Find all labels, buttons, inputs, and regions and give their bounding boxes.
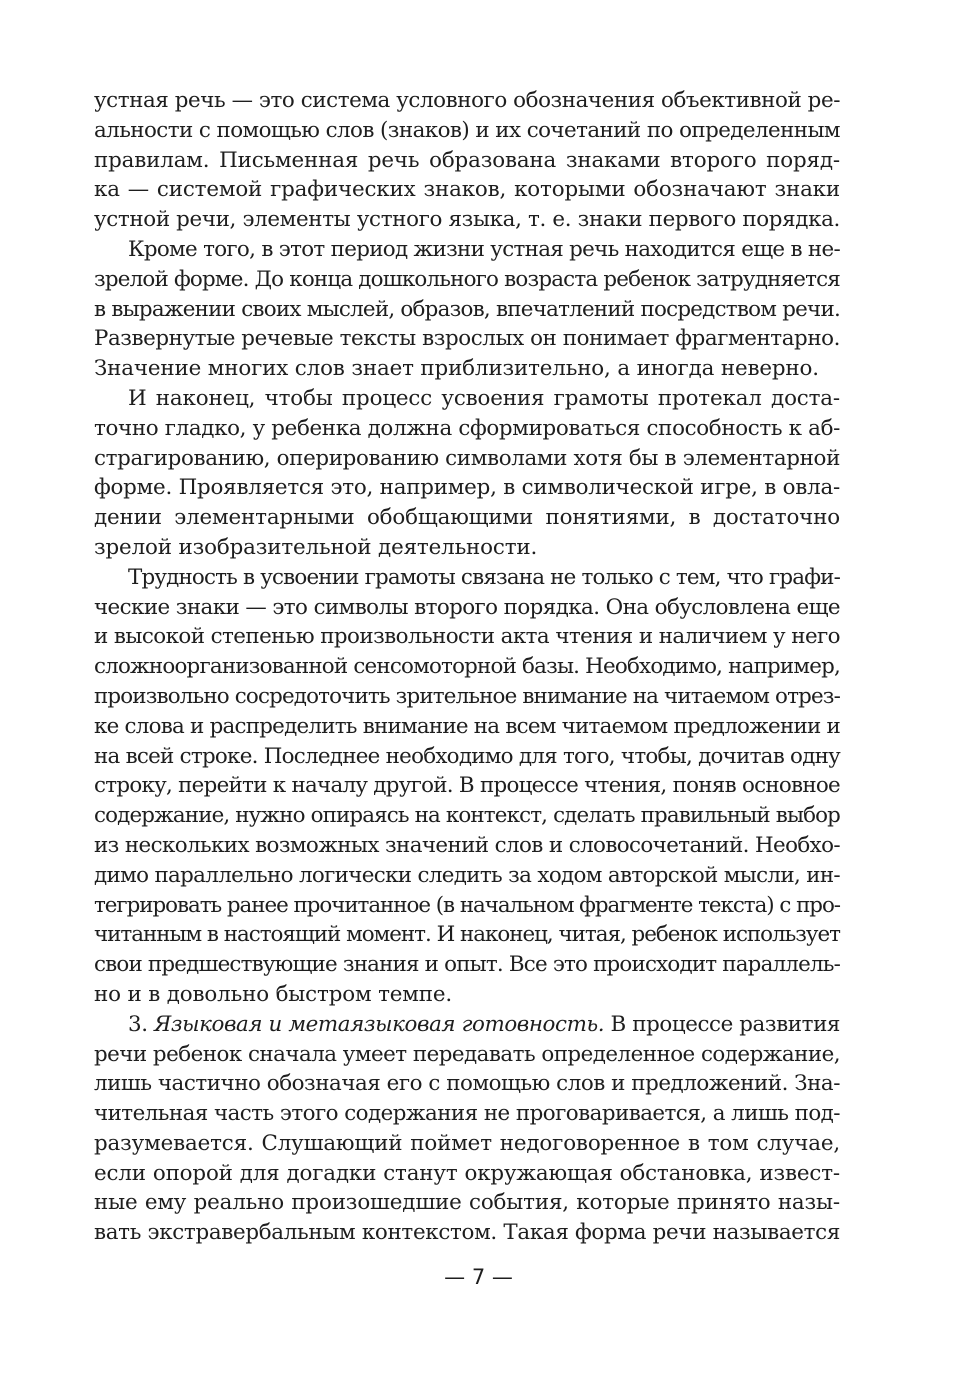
section-heading-italic: Языковая и метаязыковая готовность.: [154, 1011, 605, 1037]
paragraph-1: [94, 86, 840, 235]
text-line: произвольно сосредоточить зрительное внимание на читаемом отрез-: [94, 683, 840, 709]
section-number: 3.: [128, 1011, 148, 1037]
text-line: разумевается. Слушающий поймет недоговоренное в том случае,: [94, 1130, 840, 1156]
text-line: форме. Проявляется это, например, в символической игре, в овла-: [94, 475, 840, 501]
text-line: ческие знаки — это символы второго порядка. Она обусловлена еще: [94, 594, 840, 620]
text-line: в выражении своих мыслей, образов, впечатлений посредством речи.: [94, 296, 840, 322]
text-line: содержание, нужно опираясь на контекст, сделать правильный выбор: [94, 803, 840, 829]
paragraph-2: [94, 235, 840, 384]
text-line: ке слова и распределить внимание на всем читаемом предложении и: [94, 713, 840, 739]
text-line: речи ребенок сначала умеет передавать определенное содержание,: [94, 1041, 840, 1067]
text-line: Развернутые речевые тексты взрослых он понимает фрагментарно.: [94, 326, 840, 352]
page-number: — 7 —: [444, 1265, 513, 1289]
text-line: тегрировать ранее прочитанное (в начальном фрагменте текста) с про-: [94, 892, 840, 918]
text-line: на всей строке. Последнее необходимо для того, чтобы, дочитав одну: [94, 743, 840, 769]
text-line: правилам. Письменная речь образована знаками второго поряд-: [94, 147, 840, 173]
paragraph-5: [94, 1010, 840, 1248]
text-line: устная речь — это система условного обозначения объективной ре-: [94, 88, 840, 113]
text-line: И наконец, чтобы процесс усвоения грамоты протекал доста-: [128, 385, 840, 411]
body-text: [94, 86, 840, 1248]
text-line: устной речи, элементы устного языка, т. е. знаки первого порядка.: [94, 207, 840, 233]
paragraph-4: [94, 563, 840, 1010]
text-line: зрелой форме. До конца дошкольного возраста ребенок затрудняется: [94, 266, 840, 292]
text-line: дении элементарными обобщающими понятиями, в достаточно: [94, 505, 840, 531]
text-line: и высокой степенью произвольности акта чтения и наличием у него: [94, 624, 840, 650]
text-line: димо параллельно логически следить за ходом авторской мысли, ин-: [94, 862, 840, 888]
text-line: вать экстравербальным контекстом. Такая форма речи называется: [94, 1220, 840, 1246]
text-line: Трудность в усвоении грамоты связана не только с тем, что графи-: [128, 564, 840, 590]
text-line: зрелой изобразительной деятельности.: [94, 534, 538, 560]
text-line: читанным в настоящий момент. И наконец, читая, ребенок использует: [94, 922, 840, 948]
paragraph-3: [94, 384, 840, 563]
text-line: Значение многих слов знает приблизительно, а иногда неверно.: [94, 356, 819, 382]
text-line: чительная часть этого содержания не проговаривается, а лишь под-: [94, 1101, 840, 1127]
text-line: строку, перейти к началу другой. В процессе чтения, поняв основное: [94, 773, 840, 799]
text-line: если опорой для догадки станут окружающая обстановка, извест-: [94, 1160, 840, 1186]
section-heading-line: [94, 1010, 840, 1040]
text-line: страгированию, оперированию символами хотя бы в элементарной: [94, 445, 840, 471]
text-line: ка — системой графических знаков, которыми обозначают знаки: [94, 177, 840, 203]
heading-line-rest: В процессе развития: [610, 1011, 841, 1037]
text-line: но и в довольно быстром темпе.: [94, 981, 453, 1007]
text-line: из нескольких возможных значений слов и словосочетаний. Необхо-: [94, 832, 840, 858]
text-line: Кроме того, в этот период жизни устная речь находится еще в не-: [128, 236, 840, 262]
text-line: точно гладко, у ребенка должна сформироваться способность к аб-: [94, 415, 840, 441]
text-line: лишь частично обозначая его с помощью слов и предложений. Зна-: [94, 1071, 840, 1097]
text-line: альности с помощью слов (знаков) и их сочетаний по определенным: [94, 117, 840, 143]
text-line: сложноорганизованной сенсомоторной базы. Необходимо, например,: [94, 654, 840, 680]
text-line: свои предшествующие знания и опыт. Все это происходит параллель-: [94, 952, 840, 978]
text-line: ные ему реально произошедшие события, которые принято назы-: [94, 1190, 840, 1216]
